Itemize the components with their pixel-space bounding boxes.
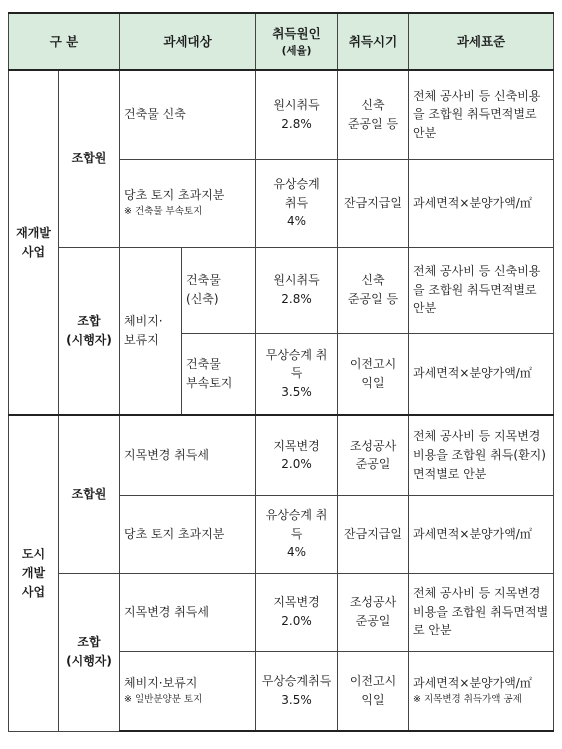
header-row xyxy=(9,13,554,70)
target-cell: 체비지·보류지 ※ 일반분양분 토지 xyxy=(120,651,256,731)
table-row xyxy=(9,415,554,495)
timing-cell: 잔금지급일 xyxy=(338,495,409,573)
category-redevelopment: 재개발 사업 xyxy=(9,70,59,415)
target-cell: 지목변경 취득세 xyxy=(120,415,256,495)
header-category: 구 분 xyxy=(9,13,120,70)
target-cell: 건축물 신축 xyxy=(120,70,256,159)
timing-cell: 이전고시 익일 xyxy=(338,333,409,415)
role-union-member: 조합원 xyxy=(59,415,120,573)
cause-cell: 무상승계 취득 3.5% xyxy=(256,333,338,415)
table-row xyxy=(9,70,554,159)
header-base: 과세표준 xyxy=(409,13,554,70)
timing-cell: 신축 준공일 등 xyxy=(338,70,409,159)
cause-cell: 유상승계 취득 4% xyxy=(256,159,338,247)
role-union-member: 조합원 xyxy=(59,70,120,247)
target-note: ※ 건축물 부속토지 xyxy=(124,205,203,217)
timing-cell: 조성공사 준공일 xyxy=(338,415,409,495)
target-cell: 건축물 (신축) xyxy=(182,247,256,333)
base-cell: 과세면적×분양가액/㎡ xyxy=(409,495,554,573)
timing-cell: 신축 준공일 등 xyxy=(338,247,409,333)
target-cell: 당초 토지 초과지분 xyxy=(120,495,256,573)
base-cell: 전체 공사비 등 지목변경 비용을 조합원 취득면적별로 안분 xyxy=(409,573,554,651)
table-row xyxy=(9,573,554,651)
tax-table xyxy=(8,12,554,732)
role-association: 조합 (시행자) xyxy=(59,247,120,415)
cause-cell: 유상승계 취득 4% xyxy=(256,495,338,573)
role-association: 조합 (시행자) xyxy=(59,573,120,731)
header-target: 과세대상 xyxy=(120,13,256,70)
sub-target-cell: 체비지· 보류지 xyxy=(120,247,182,415)
timing-cell: 조성공사 준공일 xyxy=(338,573,409,651)
timing-cell: 잔금지급일 xyxy=(338,159,409,247)
target-cell: 지목변경 취득세 xyxy=(120,573,256,651)
cause-cell: 원시취득 2.8% xyxy=(256,70,338,159)
timing-cell: 이전고시 익일 xyxy=(338,651,409,731)
target-note: ※ 일반분양분 토지 xyxy=(124,693,203,705)
base-cell: 과세면적×분양가액/㎡ xyxy=(409,159,554,247)
base-cell: 전체 공사비 등 신축비용을 조합원 취득면적별로 안분 xyxy=(409,247,554,333)
category-urban-development: 도시 개발 사업 xyxy=(9,415,59,731)
header-timing: 취득시기 xyxy=(338,13,409,70)
cause-cell: 원시취득 2.8% xyxy=(256,247,338,333)
cause-cell: 지목변경 2.0% xyxy=(256,415,338,495)
base-cell: 전체 공사비 등 신축비용을 조합원 취득면적별로 안분 xyxy=(409,70,554,159)
target-cell: 당초 토지 초과지분 ※ 건축물 부속토지 xyxy=(120,159,256,247)
target-cell: 건축물 부속토지 xyxy=(182,333,256,415)
base-cell: 전체 공사비 등 지목변경 비용을 조합원 취득(환지) 면적별로 안분 xyxy=(409,415,554,495)
cause-cell: 지목변경 2.0% xyxy=(256,573,338,651)
base-note: ※ 지목변경 취득가액 공제 xyxy=(413,693,522,705)
header-cause: 취득원인 (세율) xyxy=(256,13,338,70)
base-cell: 과세면적×분양가액/㎡ xyxy=(409,333,554,415)
base-cell: 과세면적×분양가액/㎡ ※ 지목변경 취득가액 공제 xyxy=(409,651,554,731)
cause-cell: 무상승계취득 3.5% xyxy=(256,651,338,731)
table-row xyxy=(9,247,554,333)
